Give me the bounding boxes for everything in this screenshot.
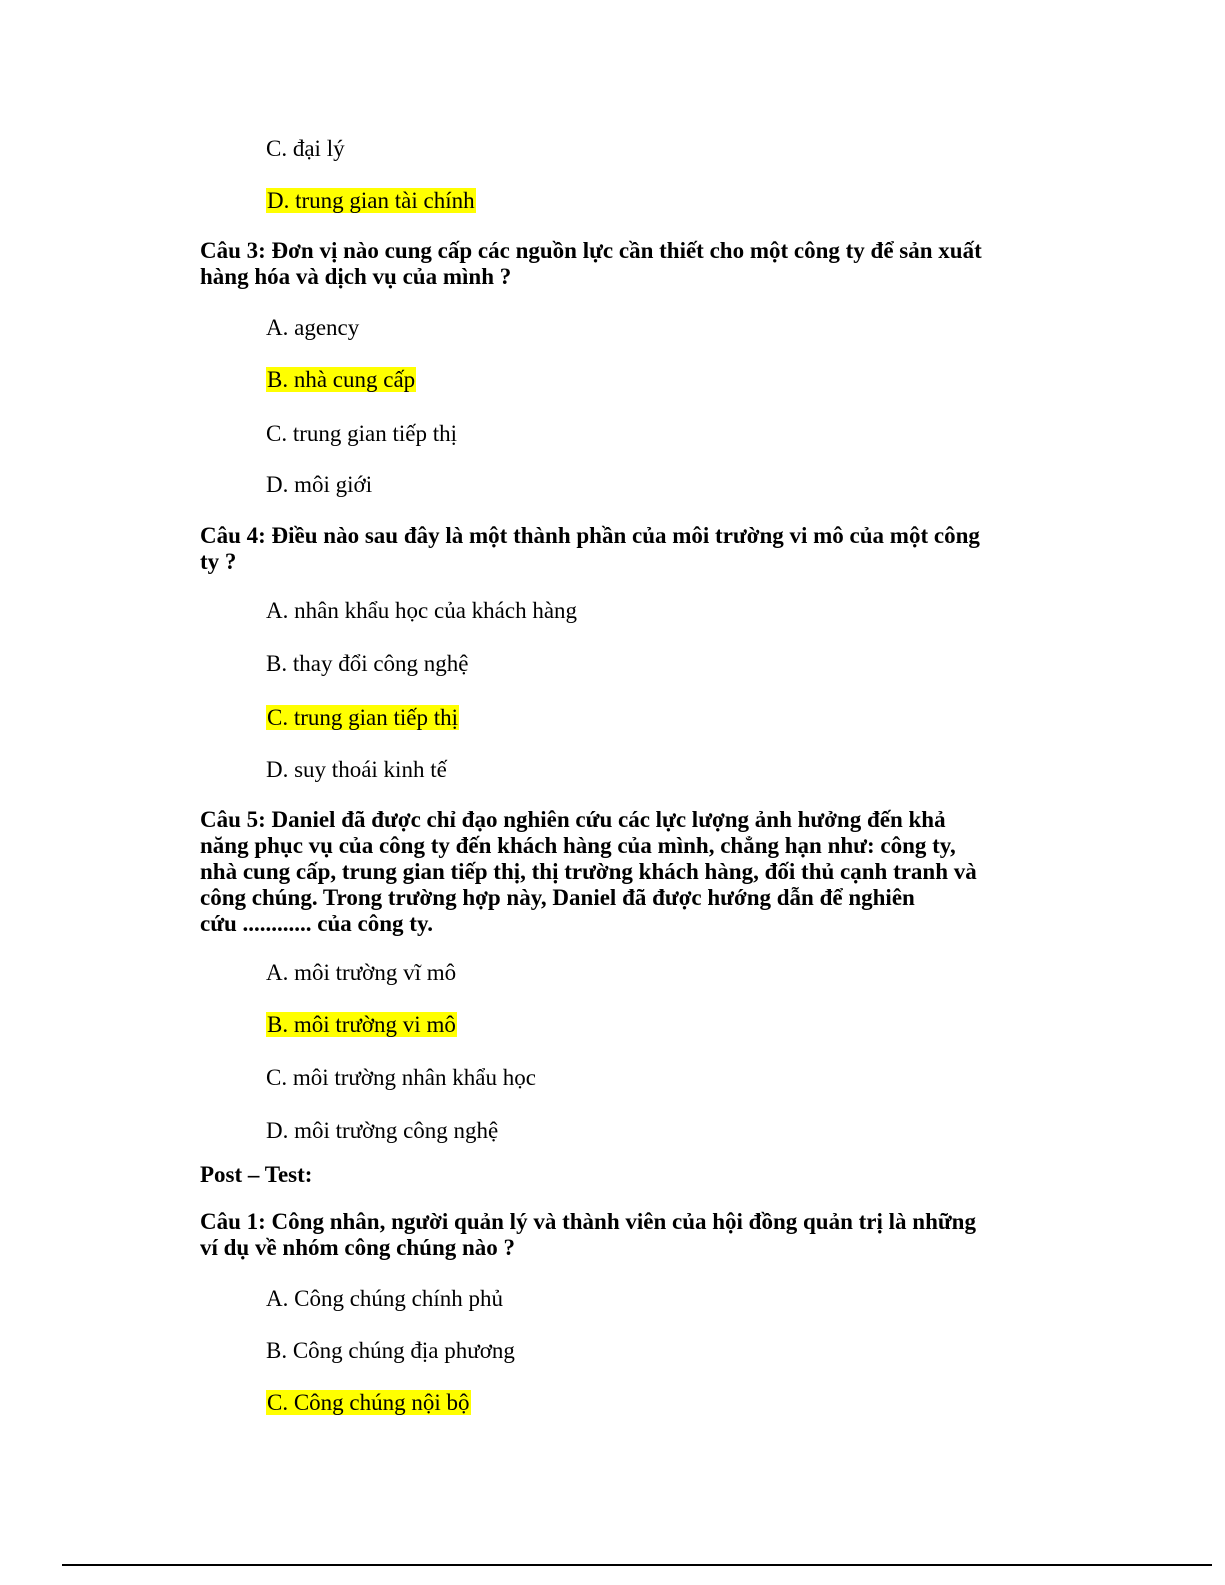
option-text: A. agency: [266, 315, 360, 340]
option-pq1-a: [266, 1286, 503, 1312]
option-text: B. Công chúng địa phương: [266, 1338, 515, 1363]
option-q4-d: [266, 757, 447, 783]
option-text: A. nhân khẩu học của khách hàng: [266, 598, 578, 623]
question-3: [200, 238, 1040, 290]
option-q5-a: [266, 960, 456, 986]
question-line: Câu 4: Điều nào sau đây là một thành phần của môi trường vi mô của một công: [200, 523, 980, 548]
option-q3-a: [266, 315, 359, 341]
page-bottom-rule: [62, 1564, 1212, 1566]
option-text: D. suy thoái kinh tế: [266, 757, 447, 782]
question-line: ty ?: [200, 549, 237, 574]
option-q4-b: [266, 651, 469, 677]
question-line: Câu 5: Daniel đã được chỉ đạo nghiên cứu các lực lượng ảnh hưởng đến khả: [200, 807, 946, 832]
option-q5-b-correct: [266, 1012, 457, 1038]
option-q3-d: [266, 472, 372, 498]
option-text: A. Công chúng chính phủ: [266, 1286, 504, 1311]
question-line: ví dụ về nhóm công chúng nào ?: [200, 1235, 516, 1260]
post-test-heading: [200, 1162, 1040, 1188]
option-q2-c: [266, 136, 345, 162]
option-text: C. trung gian tiếp thị: [266, 421, 458, 446]
option-q3-c: [266, 421, 457, 447]
option-text: D. môi trường công nghệ: [266, 1118, 499, 1143]
highlighted-answer: D. trung gian tài chính: [267, 188, 475, 213]
highlighted-answer: C. trung gian tiếp thị: [267, 705, 459, 730]
question-line: nhà cung cấp, trung gian tiếp thị, thị trường khách hàng, đối thủ cạnh tranh và: [200, 859, 977, 884]
option-q5-c: [266, 1065, 536, 1091]
option-q4-a: [266, 598, 577, 624]
question-line: hàng hóa và dịch vụ của mình ?: [200, 264, 512, 289]
highlighted-answer: B. nhà cung cấp: [267, 367, 416, 392]
option-pq1-b: [266, 1338, 515, 1364]
option-pq1-c-correct: [266, 1390, 471, 1416]
option-q2-d-correct: [266, 188, 476, 214]
option-text: C. đại lý: [266, 136, 345, 161]
option-text: D. môi giới: [266, 472, 373, 497]
question-line: công chúng. Trong trường hợp này, Daniel đã được hướng dẫn để nghiên: [200, 885, 915, 910]
option-q3-b-correct: [266, 367, 416, 393]
option-text: B. thay đổi công nghệ: [266, 651, 469, 676]
question-5: [200, 807, 1040, 937]
highlighted-answer: C. Công chúng nội bộ: [267, 1390, 470, 1415]
section-heading: Post – Test:: [200, 1162, 313, 1187]
question-line: Câu 3: Đơn vị nào cung cấp các nguồn lực cần thiết cho một công ty để sản xuất: [200, 238, 982, 263]
question-line: năng phục vụ của công ty đến khách hàng của mình, chẳng hạn như: công ty,: [200, 833, 956, 858]
question-line: Câu 1: Công nhân, người quản lý và thành viên của hội đồng quản trị là những: [200, 1209, 976, 1234]
option-text: A. môi trường vĩ mô: [266, 960, 457, 985]
post-question-1: [200, 1209, 1040, 1261]
highlighted-answer: B. môi trường vi mô: [267, 1012, 456, 1037]
option-q5-d: [266, 1118, 498, 1144]
option-q4-c-correct: [266, 705, 459, 731]
question-line: cứu ............ của công ty.: [200, 911, 433, 936]
question-4: [200, 523, 1040, 575]
option-text: C. môi trường nhân khẩu học: [266, 1065, 536, 1090]
